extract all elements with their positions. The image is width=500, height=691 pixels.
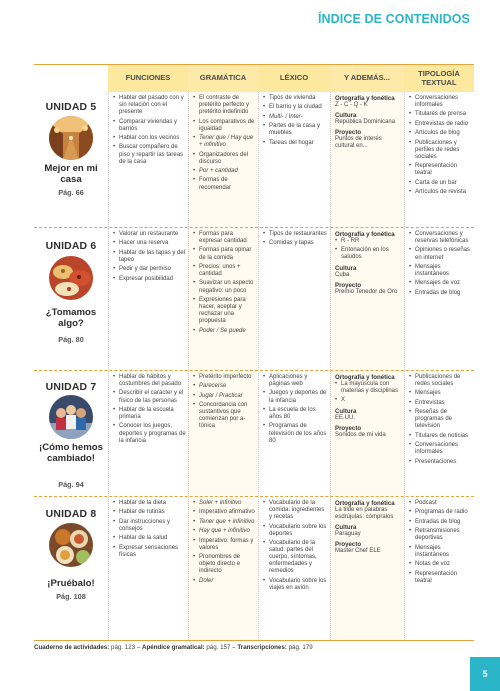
list-item: • Tener que / Hay que + infinitivo [193, 135, 256, 149]
unit-name: ¿Tomamos algo? [45, 307, 97, 329]
list-item: • Jugar / Practicar [193, 393, 256, 400]
unit-row-7 [34, 371, 474, 497]
list-item: • Hay que + infinitivo [193, 528, 256, 535]
proyecto-label: Proyecto [335, 281, 362, 289]
list-item: • Programas de radio [409, 509, 472, 516]
ortografia-label: Ortografía y fonética [335, 374, 395, 381]
list-item: • Opiniones o reseñas en internet [409, 247, 472, 261]
footer-references [34, 641, 474, 655]
list-item: • Artículos de revista [409, 189, 472, 196]
list-item: • Hablar de la dieta [113, 500, 186, 507]
unit-row-5 [34, 92, 474, 228]
list-item: • Publicaciones de redes sociales [409, 374, 472, 388]
header-ademas: Y ADEMÁS... [330, 65, 404, 92]
list-item: • Hablar de rutinas [113, 509, 186, 516]
list-item: • Titulares de prensa [409, 111, 472, 118]
list-item: • Vocabulario sobre los viajes en avión [263, 578, 328, 592]
list-item: • Mensajes instantáneos [409, 545, 472, 559]
proyecto-text: Puntos de interés cultural en... [335, 136, 382, 150]
list-item: • Juegos y deportes de la infancia [263, 390, 328, 404]
unit-cell [34, 497, 108, 640]
list-item: • R - RR [335, 238, 402, 245]
cultura-label: Cultura [335, 264, 357, 272]
list-item: • Doler [193, 578, 256, 585]
funciones-cell [108, 92, 188, 227]
list-item: • Aplicaciones y páginas web [263, 374, 328, 388]
apendice-label: Apéndice gramatical: [142, 644, 205, 651]
ortografia-label: Ortografía y fonética [335, 500, 395, 507]
unit-photo-food [49, 523, 93, 567]
list-item: • Artículos de blog [409, 130, 472, 137]
list-item: • Carta de un bar [409, 180, 472, 187]
list-item: • Publicaciones y perfiles de redes sociales [409, 140, 472, 161]
list-item: • Entrevistas de radio [409, 121, 472, 128]
list-item: • Vocabulario de la salud: partes del cuerpo, síntomas, enfermedades y remedios [263, 540, 328, 575]
transcripciones-page: pág. 179 [288, 644, 313, 651]
proyecto-label: Proyecto [335, 129, 362, 137]
cultura-label: Cultura [335, 112, 357, 120]
funciones-cell [108, 497, 188, 640]
unit-cell [34, 92, 108, 227]
unit-page: Pág. 80 [58, 335, 84, 344]
list-item: • Multi- / Inter- [263, 114, 328, 121]
list-item: • Mensajes instantáneos [409, 264, 472, 278]
unit-name: Mejor en mi casa [44, 163, 98, 185]
list-item: • Pronombres de objeto directo e indirecto [193, 554, 256, 575]
proyecto-text: Master Chef ELE [335, 548, 381, 555]
gramatica-cell [188, 371, 258, 496]
ortografia-text: Z - C - Q - K [335, 102, 368, 108]
header-funciones: FUNCIONES [108, 65, 188, 92]
list-item: • El barrio y la ciudad [263, 104, 328, 111]
cuaderno-page: pág. 123 – [111, 644, 141, 651]
cultura-text: República Dominicana [335, 119, 396, 126]
unit-cell [34, 228, 108, 370]
header-lexico: LÉXICO [258, 65, 330, 92]
unit-title: UNIDAD 6 [45, 241, 97, 252]
list-item: • Conversaciones y reservas telefónicas [409, 231, 472, 245]
unit-photo-street [49, 116, 93, 160]
list-item: • Comidas y tapas [263, 240, 328, 247]
lexico-cell [258, 497, 330, 640]
ademas-cell [330, 371, 404, 496]
list-item: • Expresar sensaciones físicas [113, 545, 186, 559]
cultura-label: Cultura [335, 524, 357, 532]
unit-title: UNIDAD 7 [45, 382, 97, 393]
list-item: • Pedir y dar permiso [113, 266, 186, 273]
list-item: • Hacer una reserva [113, 240, 186, 247]
unit-row-6 [34, 228, 474, 371]
list-item: • Entradas de blog [409, 290, 472, 297]
gramatica-cell [188, 228, 258, 370]
list-item: • Mensajes [409, 390, 472, 397]
unit-cell [34, 371, 108, 496]
list-item: • Imperativo: formas y valores [193, 538, 256, 552]
lexico-cell [258, 371, 330, 496]
funciones-cell [108, 228, 188, 370]
proyecto-label: Proyecto [335, 424, 362, 432]
list-item: • Mensajes de voz [409, 280, 472, 287]
list-item: • Presentaciones [409, 459, 472, 466]
list-item: • Conocer los juegos, deportes y programas de la infancia [113, 423, 186, 444]
cultura-text: Paraguay [335, 531, 361, 538]
page-title: ÍNDICE DE CONTENIDOS [317, 12, 470, 26]
list-item: • El contraste de pretérito perfecto y pretérito indefinido [193, 95, 256, 116]
list-item: • Tener que + infinitivo [193, 519, 256, 526]
tipologia-cell [404, 228, 474, 370]
unit-name: ¡Cómo hemos cambiado! [39, 442, 103, 464]
list-item: • Pretérito imperfecto [193, 374, 256, 381]
list-item: • Formas para expresar cantidad [193, 231, 256, 245]
proyecto-text: Sonidos de mi vida [335, 431, 386, 438]
lexico-cell [258, 228, 330, 370]
list-item: • Expresar posibilidad [113, 276, 186, 283]
gramatica-cell [188, 497, 258, 640]
list-item: • Imperativo afirmativo [193, 509, 256, 516]
unit-row-8 [34, 497, 474, 641]
list-item: • Formas para opinar de la comida [193, 247, 256, 261]
list-item: • Suavizar un aspecto negativo: un poco [193, 280, 256, 294]
unit-title: UNIDAD 5 [45, 102, 97, 113]
ortografia-label: Ortografía y fonética [335, 231, 395, 238]
unit-photo-tapas [49, 256, 93, 300]
list-item: • Programas de televisión de los años 80 [263, 423, 328, 444]
list-item: • Reseñas de programas de televisión [409, 409, 472, 430]
list-item: • Hablar de la salud [113, 535, 186, 542]
list-item: • Vocabulario sobre los deportes [263, 524, 328, 538]
list-item: • Expresiones para hacer, aceptar y rechazar una propuesta [193, 297, 256, 325]
unit-page: Pág. 94 [58, 480, 84, 489]
list-item: • Representación teatral [409, 163, 472, 177]
funciones-cell [108, 371, 188, 496]
proyecto-text: Premio Tenedor de Oro [335, 288, 398, 295]
cultura-text: Cuba [335, 271, 350, 278]
list-item: • Dar instrucciones y consejos [113, 519, 186, 533]
header-tipologia: TIPOLOGÍA TEXTUAL [404, 65, 474, 92]
list-item: • Hablar del pasado con y sin relación con el presente [113, 95, 186, 116]
unit-name: ¡Pruébalo! [47, 578, 95, 589]
tipologia-cell [404, 371, 474, 496]
unit-page: Pág. 66 [58, 188, 84, 197]
list-item: • Titulares de noticias [409, 433, 472, 440]
ademas-cell [330, 228, 404, 370]
transcripciones-label: Transcripciones: [237, 644, 287, 651]
list-item: • Tipos de vivienda [263, 95, 328, 102]
list-item: • Tipos de restaurantes [263, 231, 328, 238]
list-item: • Precios: unos + cantidad [193, 264, 256, 278]
list-item: • Conversaciones informales [409, 442, 472, 456]
list-item: • Poder / Se puede [193, 328, 256, 335]
list-item: • Hablar de hábitos y costumbres del pasado [113, 374, 186, 388]
list-item: • Hablar de las tapas y del tapeo [113, 250, 186, 264]
list-item: • Describir el carácter y el físico de las personas [113, 390, 186, 404]
page-number: 5 [470, 657, 500, 691]
list-item: • Soler + infinitivo [193, 500, 256, 507]
list-item: • Notas de voz [409, 561, 472, 568]
list-item: • Entradas de blog [409, 519, 472, 526]
list-item: • Entonación en los saludos [335, 247, 402, 261]
list-item: • La escuela de los años 80 [263, 407, 328, 421]
list-item: • Hablar con los vecinos [113, 135, 186, 142]
list-item: • Entrevistas [409, 400, 472, 407]
list-item: • Representación teatral [409, 571, 472, 585]
ademas-cell [330, 92, 404, 227]
list-item: • Por + cantidad [193, 168, 256, 175]
list-item: • X [335, 397, 402, 404]
list-item: • Podcast [409, 500, 472, 507]
cultura-label: Cultura [335, 407, 357, 415]
lexico-cell [258, 92, 330, 227]
list-item: • Tareas del hogar [263, 140, 328, 147]
list-item: • Formas de recomendar [193, 177, 256, 191]
list-item: • Partes de la casa y muebles [263, 123, 328, 137]
tipologia-cell [404, 497, 474, 640]
tipologia-cell [404, 92, 474, 227]
unit-title: UNIDAD 8 [45, 509, 97, 520]
list-item: • Organizadores del discurso [193, 152, 256, 166]
list-item: • Hablar de la escuela primaria [113, 407, 186, 421]
list-item: • Los comparativos de igualdad [193, 119, 256, 133]
list-item: • Conversaciones informales [409, 95, 472, 109]
proyecto-label: Proyecto [335, 541, 362, 549]
list-item: • Valorar un restaurante [113, 231, 186, 238]
list-item: • Buscar compañero de piso y repartir las tareas de la casa [113, 144, 186, 165]
header-blank [34, 65, 108, 92]
header-gramatica: GRAMÁTICA [188, 65, 258, 92]
list-item: • Concordancia con sustantivos que comienzan por a- tónica [193, 402, 256, 430]
ortografia-label: Ortografía y fonética [335, 95, 395, 102]
unit-photo-people [49, 395, 93, 439]
list-item: • La mayúscula con materias y disciplinas [335, 381, 402, 395]
ademas-cell [330, 497, 404, 640]
apendice-page: pág. 157 – [206, 644, 236, 651]
list-item: • Vocabulario de la comida: ingredientes y recetas [263, 500, 328, 521]
list-item: • Parecerse [193, 383, 256, 390]
ortografia-text: La tilde en palabras esdrújulas: cómpralos [335, 507, 394, 521]
list-item: • Retransmisiones deportivas [409, 528, 472, 542]
contents-table [34, 64, 474, 640]
cuaderno-label: Cuaderno de actividades: [34, 644, 110, 651]
list-item: • Comparar viviendas y barrios [113, 119, 186, 133]
unit-page: Pág. 108 [56, 592, 86, 601]
cultura-text: EE.UU. [335, 414, 356, 421]
gramatica-cell [188, 92, 258, 227]
table-header [34, 65, 474, 92]
